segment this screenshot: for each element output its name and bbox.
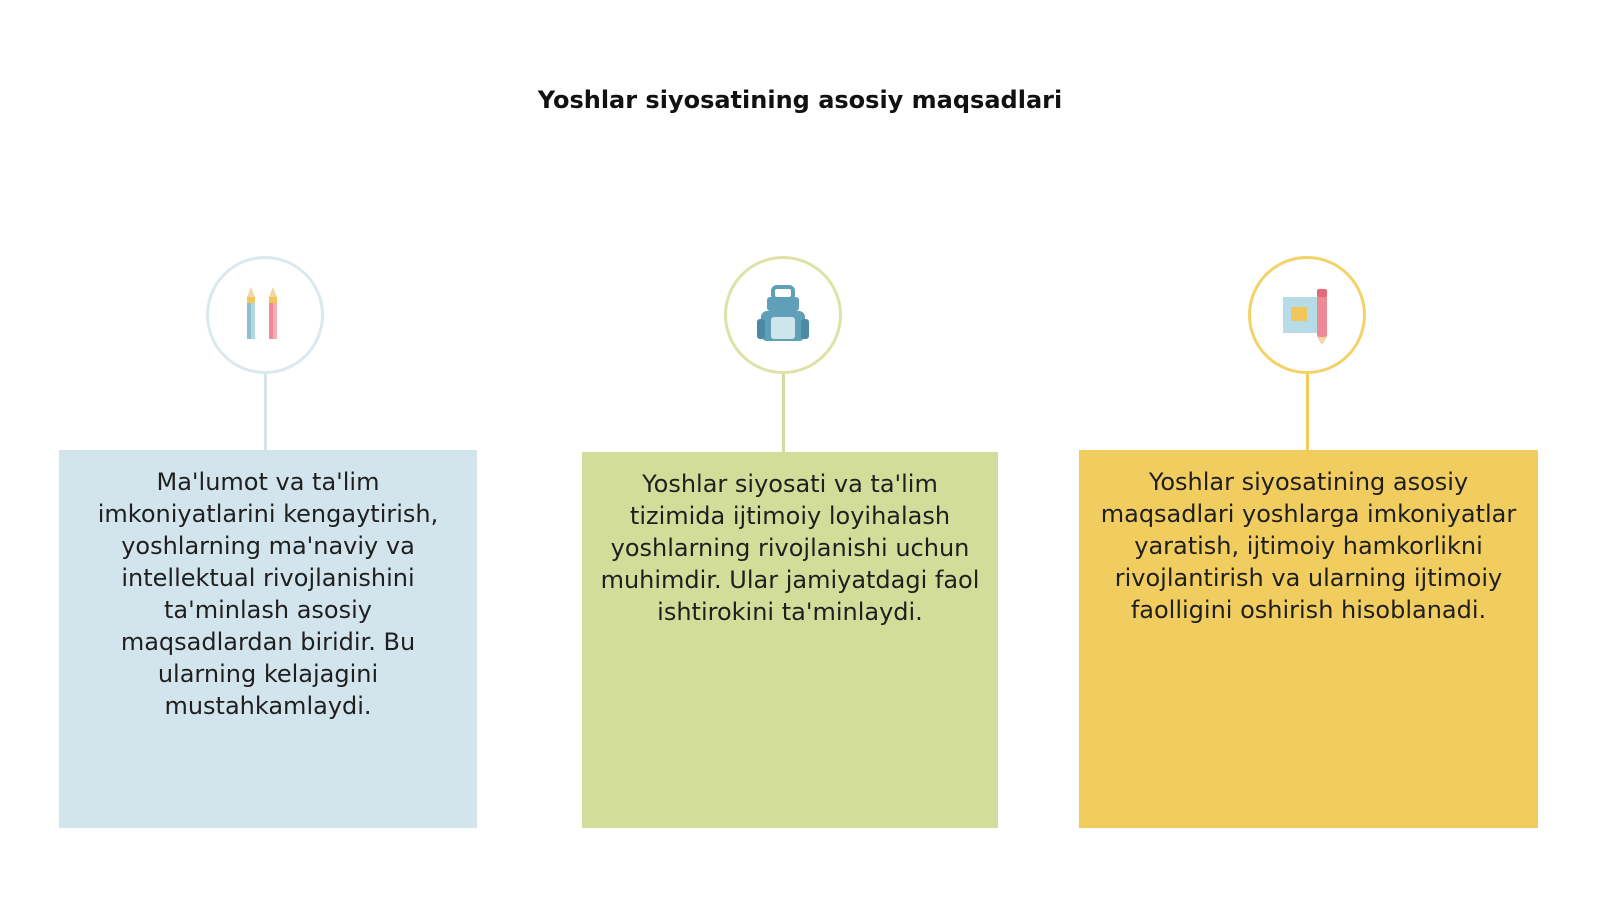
icon-circle — [1248, 256, 1366, 374]
goal-card — [59, 450, 477, 828]
goal-card — [582, 452, 998, 828]
icon-circle — [724, 256, 842, 374]
goal-card — [1079, 450, 1538, 828]
goal-text: Ma'lumot va ta'lim imkoniyatlarini kengaytirish, yoshlarning ma'naviy va intellektual rivojlanishini ta'minlash asosiy maqsadlardan biridir. Bu ularning kelajagini mustahkamlaydi. — [97, 468, 439, 720]
backpack-icon — [753, 283, 813, 347]
connector-line — [782, 374, 785, 452]
goal-text: Yoshlar siyosatining asosiy maqsadlari yoshlarga imkoniyatlar yaratish, ijtimoiy hamkorlikni rivojlantirish va ularning ijtimoiy faolligini oshirish hisoblanadi. — [1100, 468, 1517, 624]
pencils-icon — [237, 283, 293, 347]
icon-circle — [206, 256, 324, 374]
drawing-board-icon — [1277, 283, 1337, 347]
page-title: Yoshlar siyosatining asosiy maqsadlari — [537, 86, 1063, 114]
connector-line — [1306, 374, 1309, 450]
goal-text: Yoshlar siyosati va ta'lim tizimida ijtimoiy loyihalash yoshlarning rivojlanishi uchun muhimdir. Ular jamiyatdagi faol ishtirokini ta'minlaydi. — [600, 470, 980, 626]
connector-line — [264, 374, 267, 450]
